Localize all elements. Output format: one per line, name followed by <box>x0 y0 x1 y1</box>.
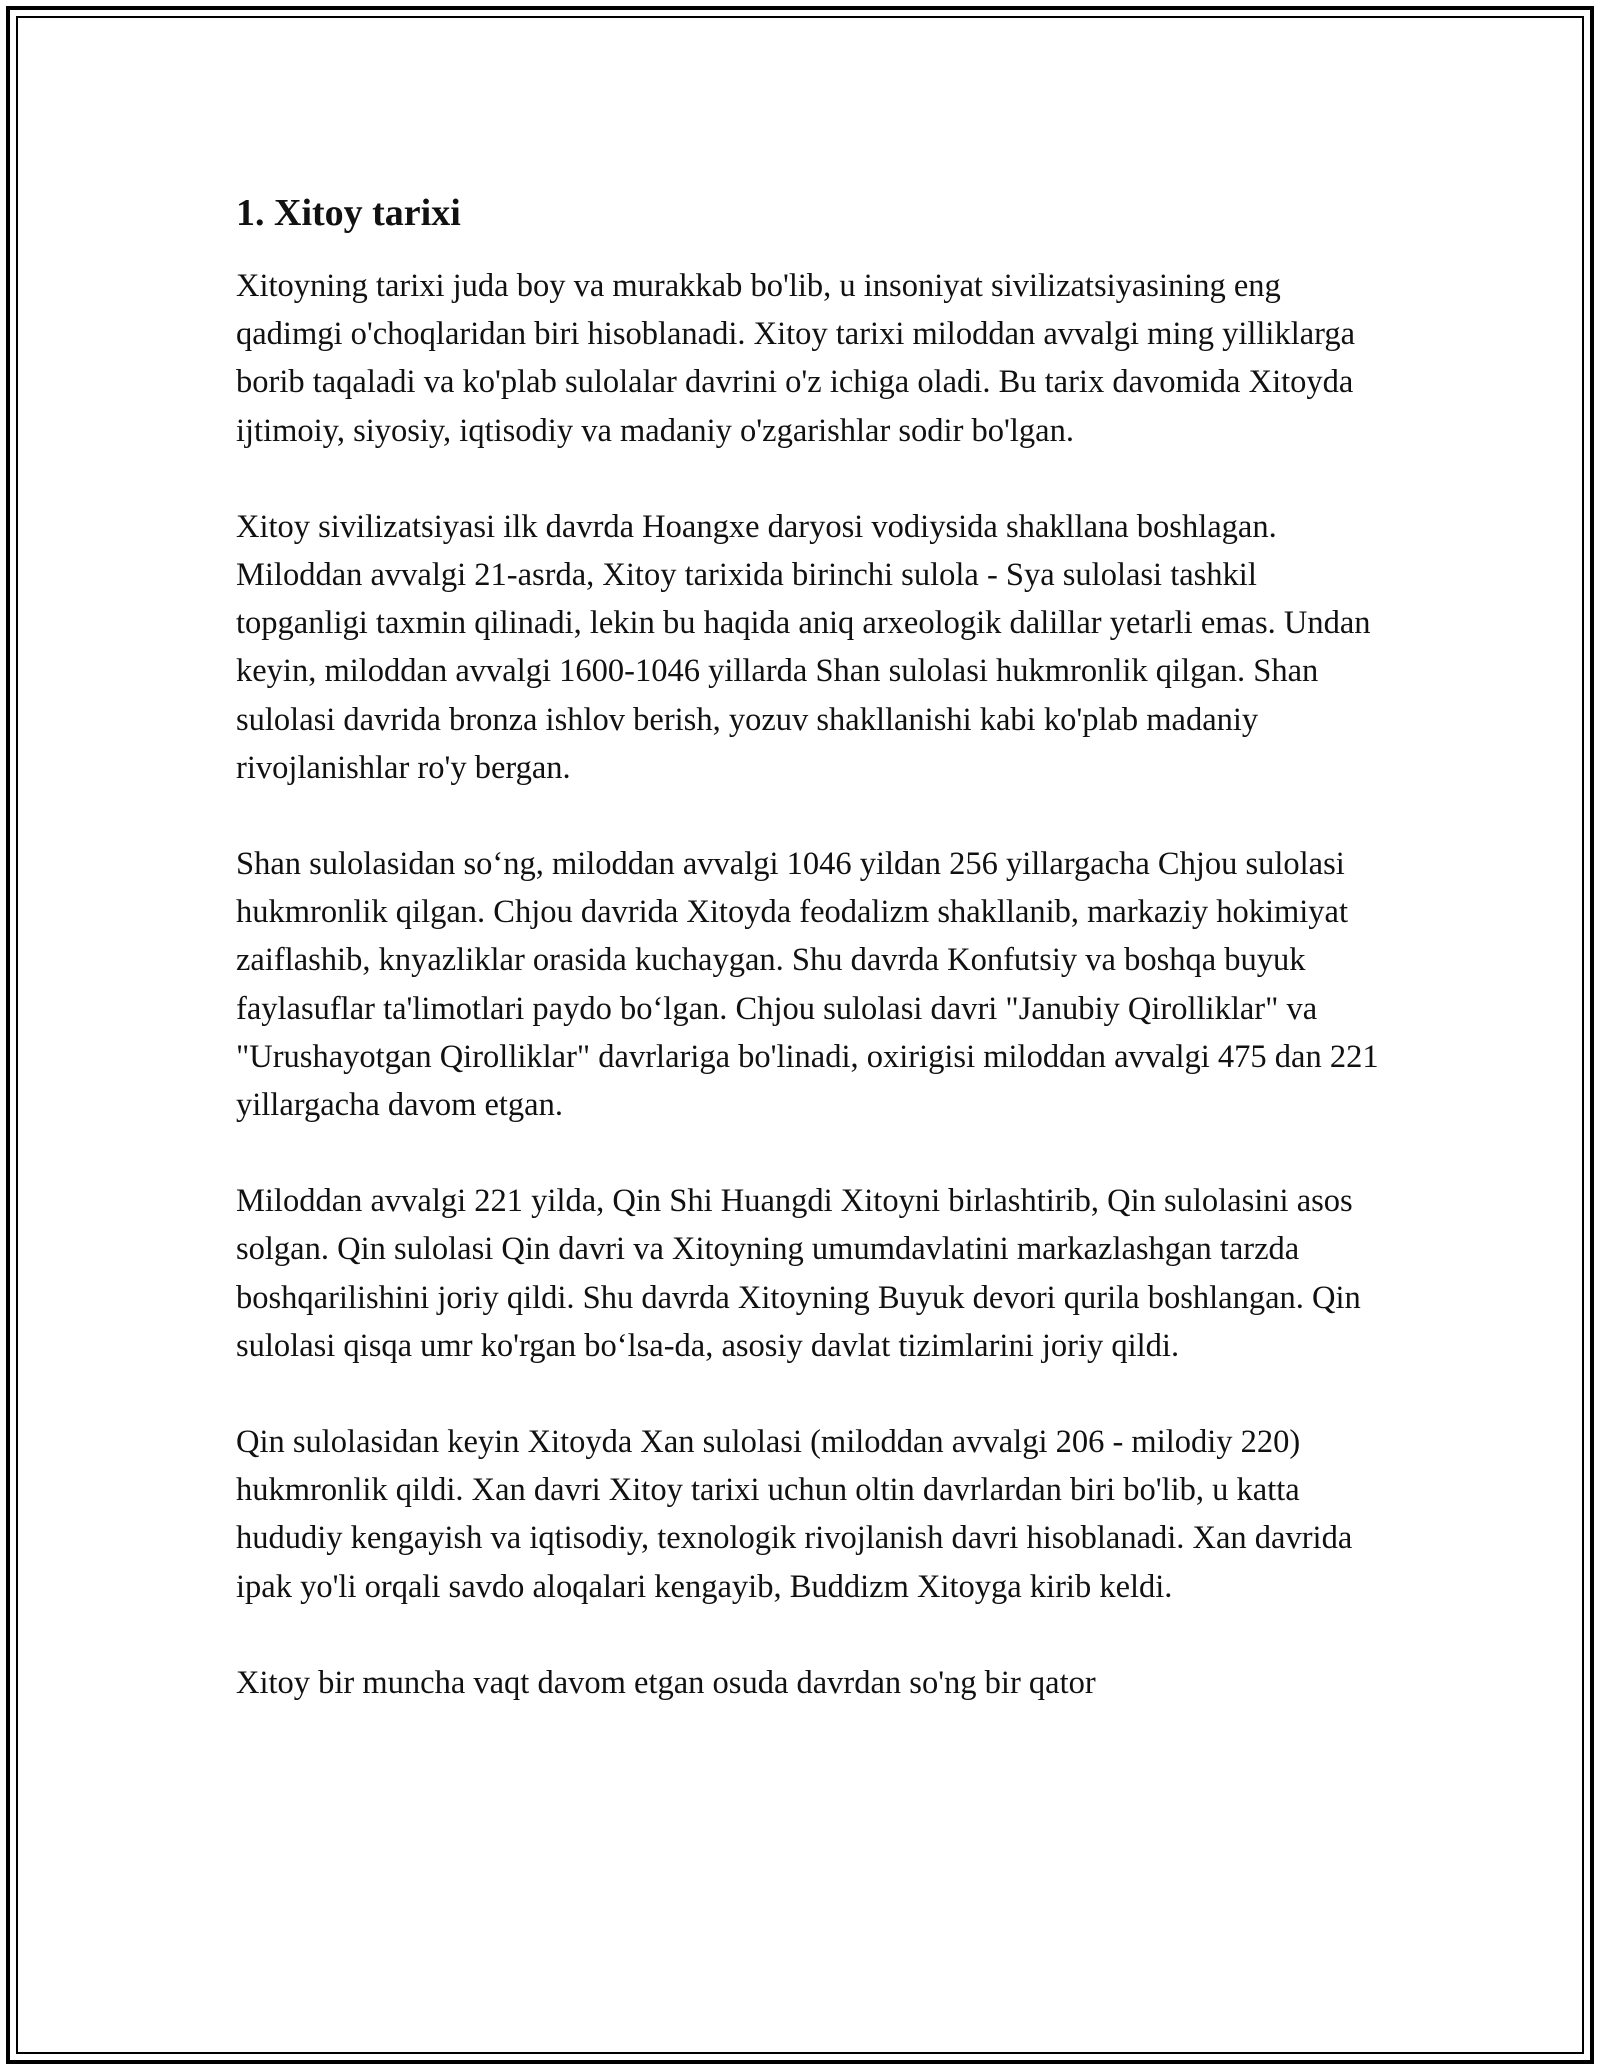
section-title: 1. Xitoy tarixi <box>236 192 461 234</box>
document-body <box>236 186 1386 1755</box>
paragraph-1: Xitoyning tarixi juda boy va murakkab bo'lib, u insoniyat sivilizatsiyasining eng qadimgi o'choqlaridan biri hisoblanadi. Xitoy tarixi miloddan avvalgi ming yilliklarga borib taqaladi va ko'plab sulolalar davrini o'z ichiga oladi. Bu tarix davomida Xitoyda ijtimoiy, siyosiy, iqtisodiy va madaniy o'zgarishlar sodir bo'lgan. <box>236 268 1356 449</box>
paragraph-3: Shan sulolasidan so‘ng, miloddan avvalgi 1046 yildan 256 yillargacha Chjou sulolasi hukmronlik qilgan. Chjou davrida Xitoyda feodalizm shakllanib, markaziy hokimiyat zaiflashib, knyazliklar orasida kuchaygan. Shu davrda Konfutsiy va boshqa buyuk faylasuflar ta'limotlari paydo bo‘lgan. Chjou sulolasi davri "Janubiy Qirolliklar" va "Urushayotgan Qirolliklar" davrlariga bo'linadi, oxirigisi miloddan avvalgi 475 dan 221 yillargacha davom etgan. <box>236 846 1379 1124</box>
paragraph-5: Qin sulolasidan keyin Xitoyda Xan sulolasi (miloddan avvalgi 206 - milodiy 220) hukmronlik qildi. Xan davri Xitoy tarixi uchun oltin davrlardan biri bo'lib, u katta hududiy kengayish va iqtisodiy, texnologik rivojlanish davri hisoblanadi. Xan davrida ipak yo'li orqali savdo aloqalari kengayib, Buddizm Xitoyga kirib keldi. <box>236 1424 1353 1605</box>
paragraph-2: Xitoy sivilizatsiyasi ilk davrda Hoangxe daryosi vodiysida shakllana boshlagan. Miloddan avvalgi 21-asrda, Xitoy tarixida birinchi sulola - Sya sulolasi tashkil topganligi taxmin qilinadi, lekin bu haqida aniq arxeologik dalillar yetarli emas. Undan keyin, miloddan avvalgi 1600-1046 yillarda Shan sulolasi hukmronlik qilgan. Shan sulolasi davrida bronza ishlov berish, yozuv shakllanishi kabi ko'plab madaniy rivojlanishlar ro'y bergan. <box>236 508 1371 786</box>
paragraph-4: Miloddan avvalgi 221 yilda, Qin Shi Huangdi Xitoyni birlashtirib, Qin sulolasini asos solgan. Qin sulolasi Qin davri va Xitoyning umumdavlatini markazlashgan tarzda boshqarilishini joriy qildi. Shu davrda Xitoyning Buyuk devori qurila boshlangan. Qin sulolasi qisqa umr ko'rgan bo‘lsa-da, asosiy davlat tizimlarini joriy qildi. <box>236 1183 1361 1364</box>
paragraph-6: Xitoy bir muncha vaqt davom etgan osuda davrdan so'ng bir qator <box>236 1664 1096 1701</box>
